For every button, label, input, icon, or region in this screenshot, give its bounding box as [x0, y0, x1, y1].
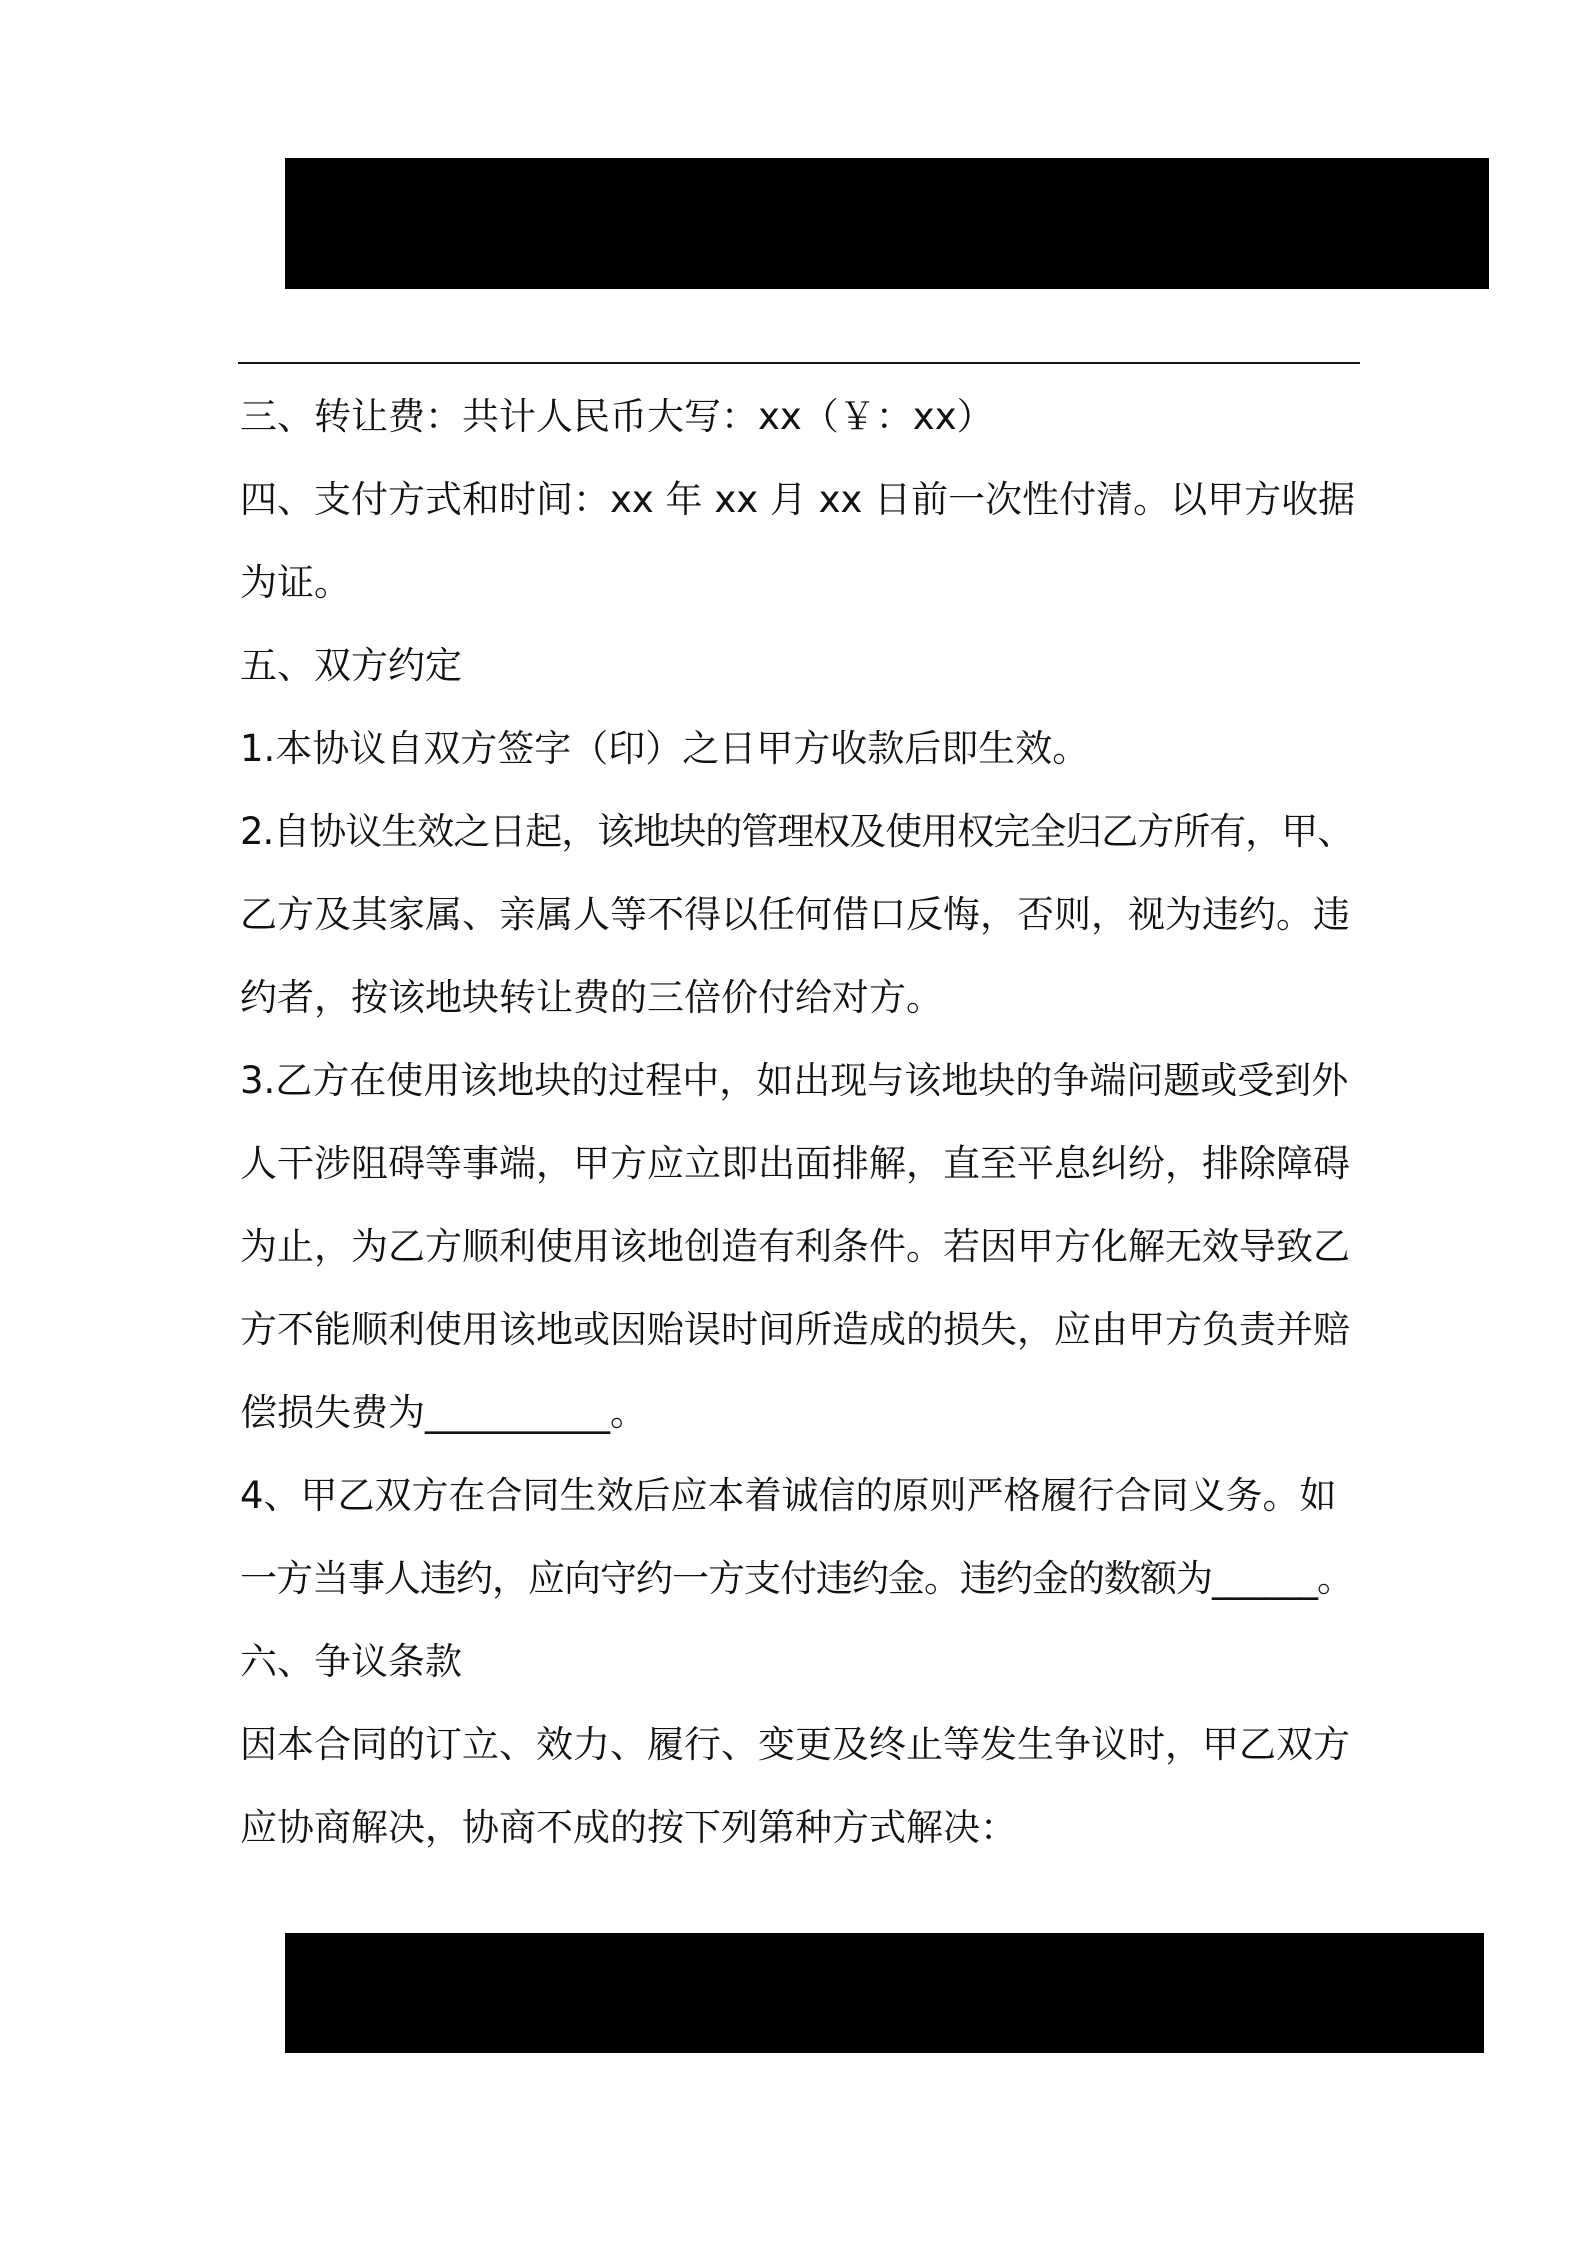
contract-body [240, 375, 1362, 1869]
agreement-item-3-line: 3.乙方在使用该地块的过程中，如出现与该地块的争端问题或受到外 [240, 1059, 1349, 1102]
agreement-item-3-line: 偿损失费为__________。 [240, 1391, 647, 1434]
agreement-item-4-line: 4、甲乙双方在合同生效后应本着诚信的原则严格履行合同义务。如 [240, 1474, 1337, 1517]
redaction-block-top [285, 158, 1489, 289]
agreement-item-3-line: 方不能顺利使用该地或因贻误时间所造成的损失，应由甲方负责并赔 [240, 1308, 1350, 1351]
dispute-clause-line: 因本合同的订立、效力、履行、变更及终止等发生争议时，甲乙双方 [240, 1723, 1350, 1766]
payment-clause-line: 为证。 [240, 561, 351, 604]
redaction-block-bottom [285, 1933, 1484, 2053]
section-heading-dispute: 六、争议条款 [240, 1640, 462, 1683]
agreement-item-4-line: 一方当事人违约，应向守约一方支付违约金。违约金的数额为______。 [240, 1557, 1353, 1600]
agreement-item-2-line: 乙方及其家属、亲属人等不得以任何借口反悔，否则，视为违约。违 [240, 893, 1350, 936]
payment-clause-line: 四、支付方式和时间：xx 年 xx 月 xx 日前一次性付清。以甲方收据 [240, 478, 1356, 521]
agreement-item-3-line: 为止，为乙方顺利使用该地创造有利条件。若因甲方化解无效导致乙 [240, 1225, 1350, 1268]
header-rule [238, 362, 1360, 364]
agreement-item-2-line: 约者，按该地块转让费的三倍价付给对方。 [240, 976, 943, 1019]
dispute-clause-line: 应协商解决，协商不成的按下列第种方式解决： [240, 1806, 1017, 1849]
agreement-item-2-line: 2.自协议生效之日起，该地块的管理权及使用权完全归乙方所有，甲、 [240, 810, 1354, 853]
fee-clause-line: 三、转让费：共计人民币大写：xx（￥：xx） [240, 395, 994, 438]
agreement-item-3-line: 人干涉阻碍等事端，甲方应立即出面排解，直至平息纠纷，排除障碍 [240, 1142, 1350, 1185]
section-heading-agreement: 五、双方约定 [240, 644, 462, 687]
agreement-item-1: 1.本协议自双方签字（印）之日甲方收款后即生效。 [240, 727, 1090, 770]
